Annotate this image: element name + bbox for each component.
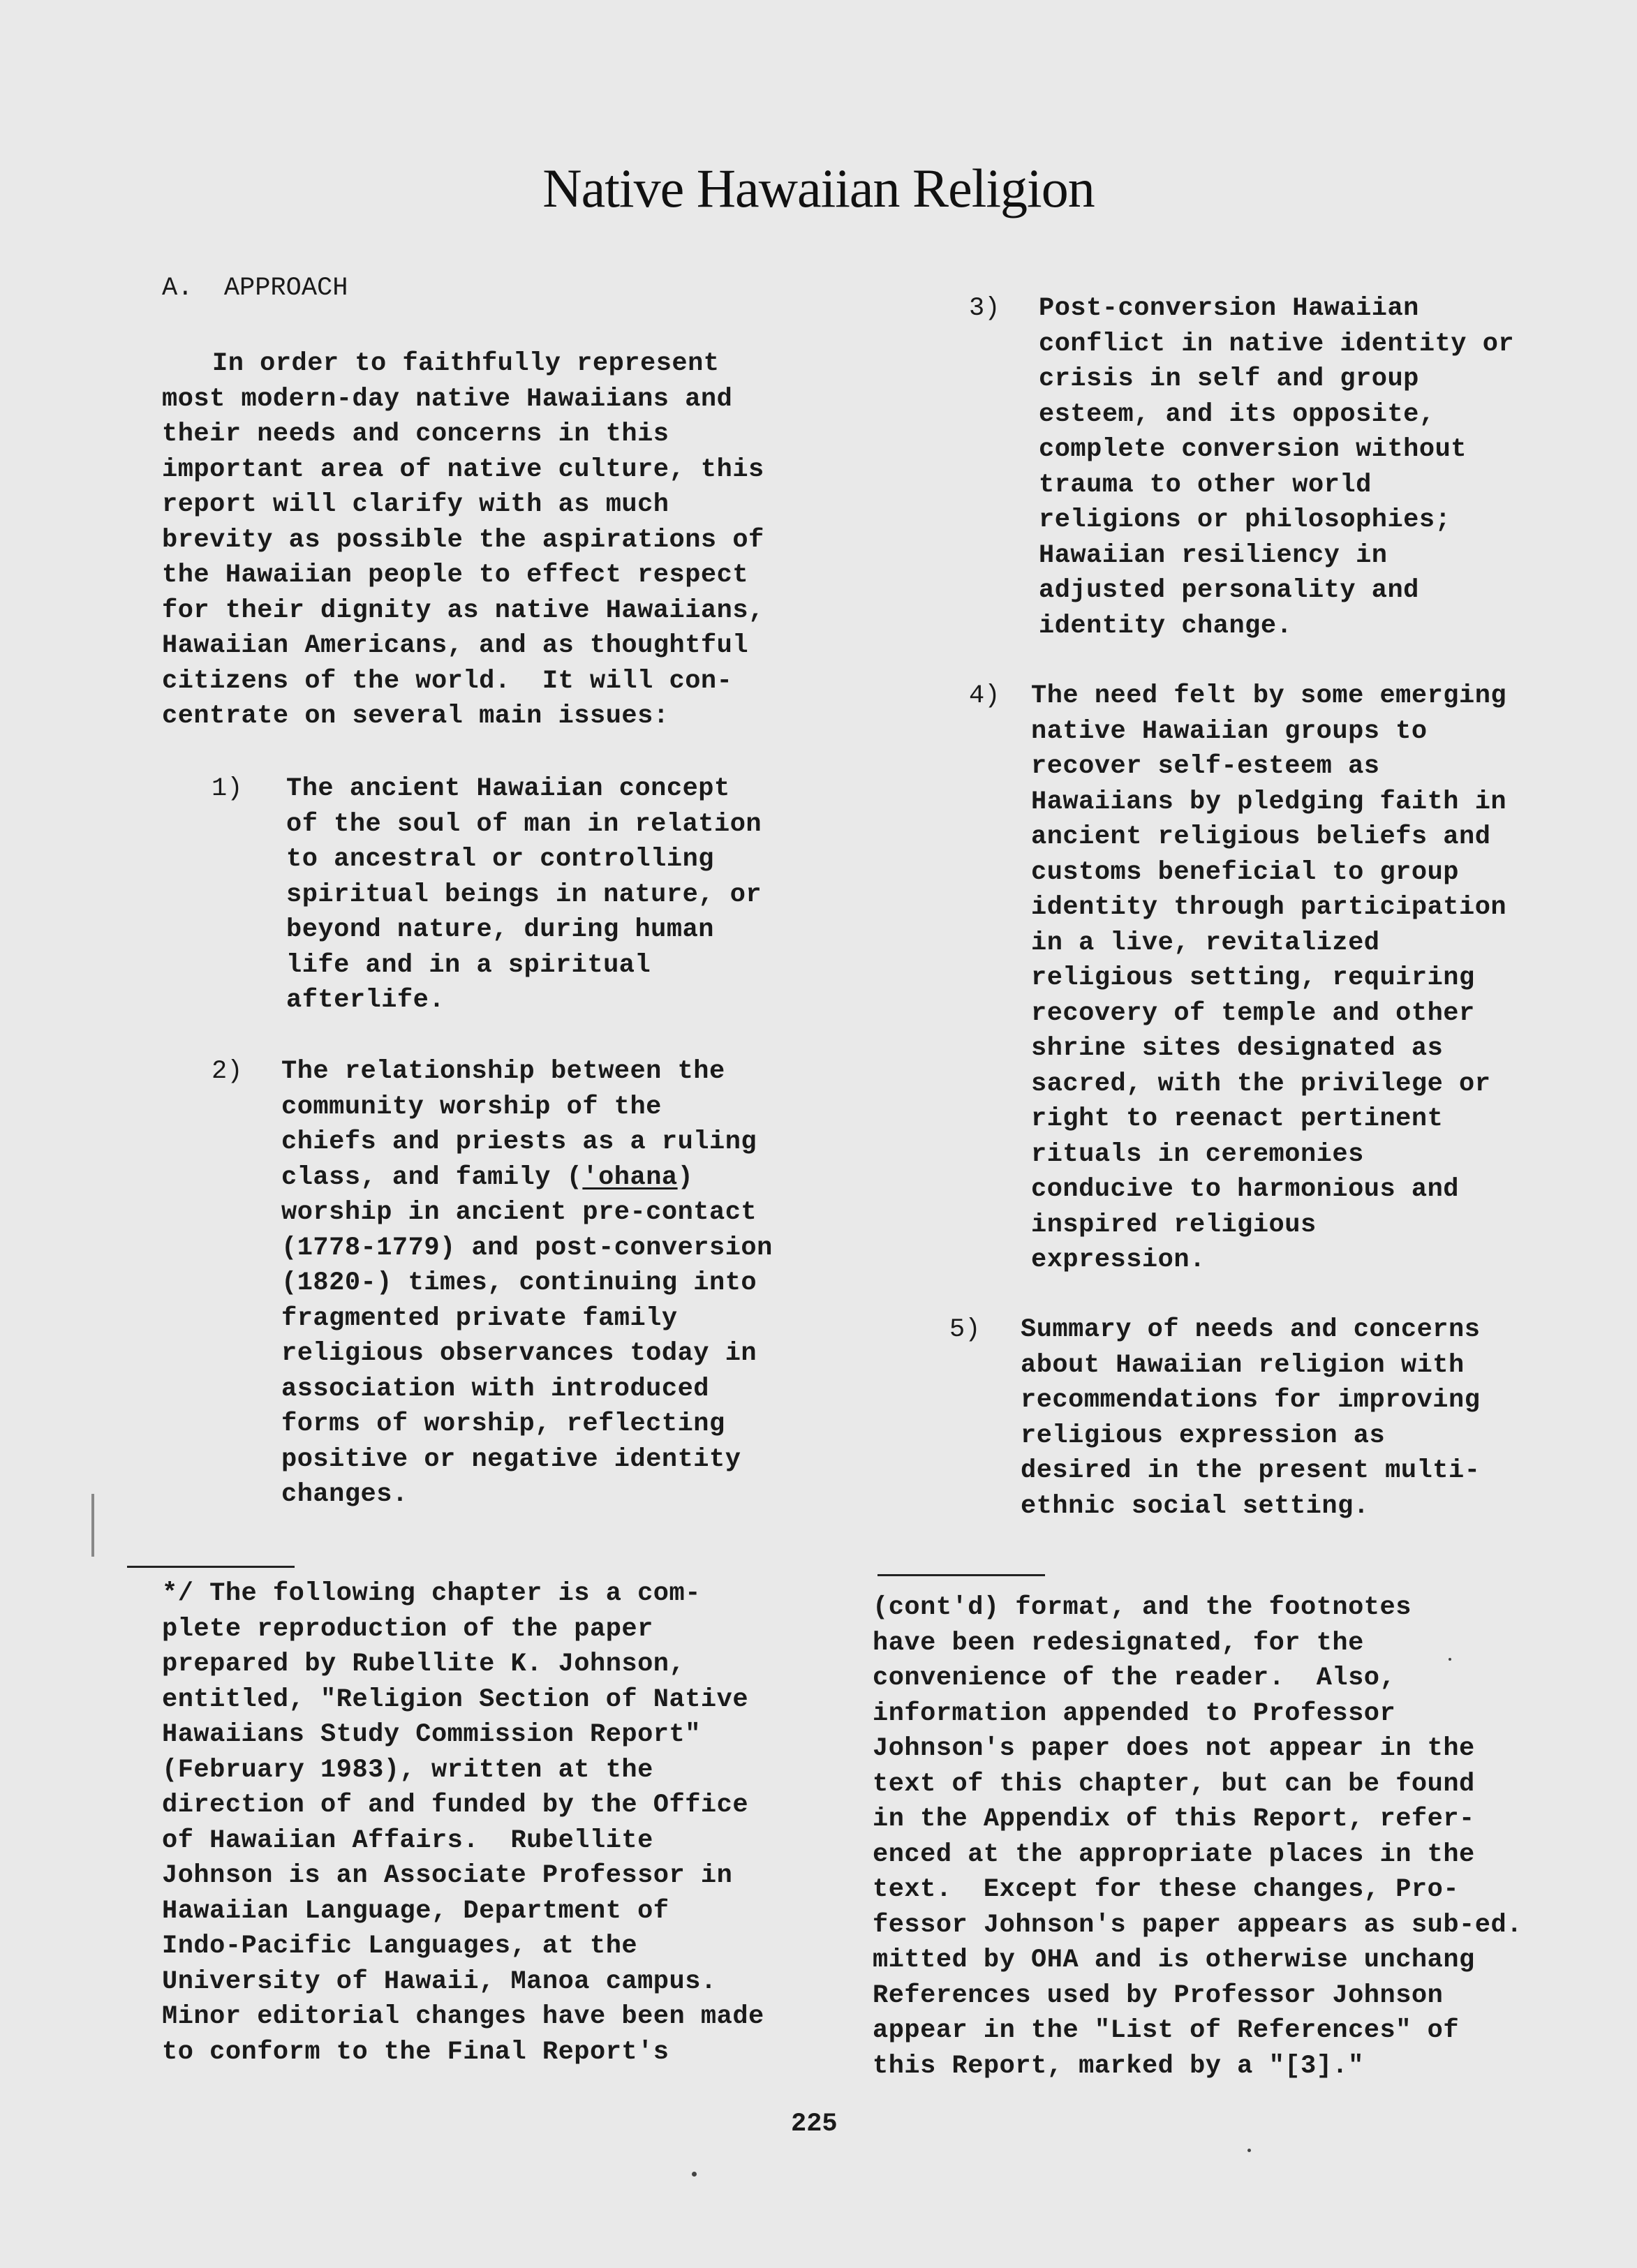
list-item-number: 1): [212, 774, 243, 803]
page-title: Native Hawaiian Religion: [542, 158, 1095, 218]
text-line: University of Hawaii, Manoa campus.: [162, 1966, 717, 1996]
text-line: Hawaiians Study Commission Report": [162, 1720, 701, 1749]
list-item-number: 4): [969, 681, 1000, 711]
text-line: citizens of the world. It will con-: [162, 666, 733, 696]
text-line: information appended to Professor: [873, 1698, 1396, 1728]
text-line: life and in a spiritual: [286, 950, 651, 980]
text-line: sacred, with the privilege or: [1031, 1069, 1491, 1099]
page-number: 225: [791, 2110, 838, 2139]
text-line: enced at the appropriate places in the: [873, 1839, 1475, 1869]
text-line: The ancient Hawaiian concept: [286, 774, 730, 803]
text-line: religions or philosophies;: [1039, 505, 1451, 535]
text-line: of the soul of man in relation: [286, 809, 762, 839]
text-line: The need felt by some emerging: [1031, 681, 1507, 711]
intro-paragraph: [162, 346, 764, 734]
text-line: of Hawaiian Affairs. Rubellite: [162, 1825, 653, 1855]
text-line: religious observances today in: [281, 1339, 757, 1368]
text-line: entitled, "Religion Section of Native: [162, 1684, 749, 1714]
text-line: (cont'd) format, and the footnotes: [873, 1593, 1412, 1622]
text-line: recover self-esteem as: [1031, 752, 1380, 781]
list-item-text: [281, 1054, 773, 1513]
text-line: fessor Johnson's paper appears as sub-ed.: [873, 1910, 1523, 1940]
text-line: right to reenact pertinent: [1031, 1104, 1444, 1134]
list-item-text: [286, 771, 762, 1018]
section-heading: A. APPROACH: [162, 274, 348, 303]
footnote-right: [873, 1590, 1523, 2084]
text-line: desired in the present multi-: [1021, 1456, 1481, 1485]
text-line: (1820-) times, continuing into: [281, 1268, 757, 1298]
text-line: religious expression as: [1021, 1421, 1386, 1451]
text-line: rituals in ceremonies: [1031, 1139, 1364, 1169]
text-line: important area of native culture, this: [162, 454, 764, 484]
text-line: */ The following chapter is a com-: [162, 1579, 701, 1608]
text-line: identity change.: [1039, 611, 1293, 641]
text-line: shrine sites designated as: [1031, 1034, 1444, 1063]
text-line: forms of worship, reflecting: [281, 1409, 725, 1439]
footnote-divider-right: [877, 1574, 1045, 1576]
text-line: brevity as possible the aspirations of: [162, 525, 764, 555]
text-line: plete reproduction of the paper: [162, 1614, 653, 1644]
text-line: worship in ancient pre-contact: [281, 1198, 757, 1227]
text-line: text. Except for these changes, Pro-: [873, 1875, 1460, 1904]
text-line: for their dignity as native Hawaiians,: [162, 595, 764, 625]
text-line: Summary of needs and concerns: [1021, 1315, 1481, 1344]
text-line: convenience of the reader. Also,: [873, 1663, 1396, 1693]
text-line: Post-conversion Hawaiian: [1039, 294, 1419, 323]
text-line: recommendations for improving: [1021, 1386, 1481, 1415]
text-line: positive or negative identity: [281, 1444, 741, 1474]
text-line: native Hawaiian groups to: [1031, 716, 1428, 746]
text-line: Hawaiians by pledging faith in: [1031, 787, 1507, 817]
text-line: Johnson's paper does not appear in the: [873, 1734, 1475, 1763]
print-speck: [1449, 1658, 1451, 1661]
text-line: in a live, revitalized: [1031, 928, 1380, 958]
text-line: beyond nature, during human: [286, 915, 714, 944]
text-line: in the Appendix of this Report, refer-: [873, 1804, 1475, 1834]
text-line: Hawaiian resiliency in: [1039, 540, 1388, 570]
text-line: to ancestral or controlling: [286, 845, 714, 874]
text-line: References used by Professor Johnson: [873, 1980, 1444, 2010]
text-line: In order to faithfully represent: [212, 349, 720, 378]
text-line: spiritual beings in nature, or: [286, 880, 762, 910]
text-line: community worship of the: [281, 1092, 662, 1122]
text-line: fragmented private family: [281, 1303, 678, 1333]
margin-mark: [91, 1494, 94, 1557]
print-speck: [1247, 2149, 1251, 2152]
text-line: chiefs and priests as a ruling: [281, 1127, 757, 1157]
text-line: text of this chapter, but can be found: [873, 1769, 1475, 1799]
text-line: association with introduced: [281, 1374, 709, 1404]
text-line: complete conversion without: [1039, 435, 1467, 464]
list-item-text: [1039, 291, 1514, 644]
text-line: mitted by OHA and is otherwise unchang: [873, 1945, 1475, 1975]
list-item-number: 5): [949, 1315, 981, 1344]
text-line: this Report, marked by a "[3].": [873, 2051, 1364, 2081]
text-line: (February 1983), written at the: [162, 1755, 653, 1785]
footnote-divider-left: [127, 1566, 295, 1568]
text-line: centrate on several main issues:: [162, 702, 669, 731]
footnote-left: [162, 1576, 764, 2070]
text-line: Johnson is an Associate Professor in: [162, 1861, 733, 1890]
text-line: Hawaiian Americans, and as thoughtful: [162, 631, 749, 660]
print-speck: [692, 2172, 697, 2177]
text-line: expression.: [1031, 1245, 1206, 1275]
list-item-text: [1021, 1312, 1480, 1524]
text-line: class, and family ('ohana): [281, 1162, 694, 1192]
text-line: customs beneficial to group: [1031, 857, 1459, 887]
text-line: Minor editorial changes have been made: [162, 2002, 764, 2031]
text-line: The relationship between the: [281, 1057, 725, 1086]
text-line: changes.: [281, 1480, 408, 1509]
text-line: report will clarify with as much: [162, 490, 669, 519]
text-line: inspired religious: [1031, 1210, 1317, 1240]
text-line: ethnic social setting.: [1021, 1491, 1370, 1521]
text-line: recovery of temple and other: [1031, 998, 1475, 1028]
text-line: to conform to the Final Report's: [162, 2037, 669, 2067]
list-item-number: 3): [969, 294, 1000, 323]
text-line: ancient religious beliefs and: [1031, 822, 1491, 852]
text-line: their needs and concerns in this: [162, 420, 669, 449]
text-line: conducive to harmonious and: [1031, 1175, 1459, 1204]
text-line: religious setting, requiring: [1031, 963, 1475, 993]
text-line: adjusted personality and: [1039, 576, 1419, 605]
text-line: trauma to other world: [1039, 470, 1372, 500]
text-line: Hawaiian Language, Department of: [162, 1896, 669, 1926]
text-line: appear in the "List of References" of: [873, 2016, 1460, 2045]
text-line: have been redesignated, for the: [873, 1628, 1364, 1658]
text-line: the Hawaiian people to effect respect: [162, 561, 749, 590]
text-line: (1778-1779) and post-conversion: [281, 1233, 773, 1263]
text-line: Indo-Pacific Languages, at the: [162, 1932, 638, 1961]
text-line: identity through participation: [1031, 893, 1507, 922]
text-line: prepared by Rubellite K. Johnson,: [162, 1650, 686, 1679]
text-line: most modern-day native Hawaiians and: [162, 384, 733, 414]
text-line: about Hawaiian religion with: [1021, 1350, 1465, 1380]
text-line: afterlife.: [286, 986, 445, 1015]
text-line: crisis in self and group: [1039, 364, 1419, 394]
list-item-text: [1031, 679, 1506, 1278]
list-item-number: 2): [212, 1057, 243, 1086]
text-line: direction of and funded by the Office: [162, 1791, 749, 1820]
text-line: esteem, and its opposite,: [1039, 399, 1435, 429]
text-line: conflict in native identity or: [1039, 329, 1515, 359]
